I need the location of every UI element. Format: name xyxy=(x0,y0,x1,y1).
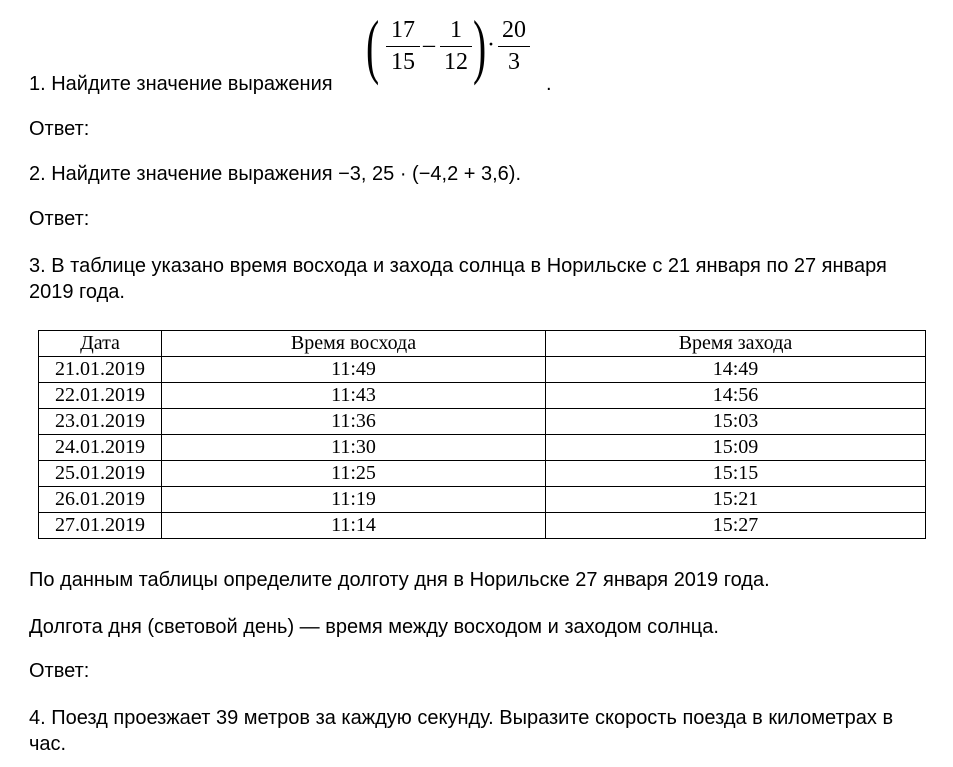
table-row xyxy=(39,513,926,539)
fraction-denominator: 15 xyxy=(391,49,415,75)
cell-date: 27.01.2019 xyxy=(39,513,162,539)
header-sunrise: Время восхода xyxy=(162,331,546,357)
task-1-text: 1. Найдите значение выражения xyxy=(29,73,333,95)
table-row xyxy=(39,461,926,487)
cell-sunrise: 11:43 xyxy=(162,383,546,409)
fraction-numerator: 17 xyxy=(391,17,415,43)
task-3-answer-label: Ответ: xyxy=(29,660,90,682)
fraction-numerator: 1 xyxy=(450,17,462,43)
cell-sunset: 15:03 xyxy=(546,409,926,435)
cell-date: 25.01.2019 xyxy=(39,461,162,487)
minus-sign: – xyxy=(423,32,435,58)
table-row xyxy=(39,357,926,383)
cell-sunset: 14:56 xyxy=(546,383,926,409)
left-paren: ( xyxy=(366,6,380,86)
fraction-17-15 xyxy=(386,16,420,76)
cell-sunrise: 11:14 xyxy=(162,513,546,539)
cell-sunrise: 11:25 xyxy=(162,461,546,487)
table-row xyxy=(39,409,926,435)
cell-sunset: 15:15 xyxy=(546,461,926,487)
fraction-denominator: 12 xyxy=(444,49,468,75)
cell-sunset: 15:09 xyxy=(546,435,926,461)
task-1-answer-label: Ответ: xyxy=(29,118,90,140)
cell-sunrise: 11:30 xyxy=(162,435,546,461)
fraction-numerator: 20 xyxy=(502,17,526,43)
multiply-dot: · xyxy=(487,32,495,58)
task-2-answer-label: Ответ: xyxy=(29,208,90,230)
fraction-20-3 xyxy=(498,16,530,76)
task-3-question: По данным таблицы определите долготу дня в Норильске 27 января 2019 года. xyxy=(29,569,770,591)
table-header-row xyxy=(39,331,926,357)
table-row xyxy=(39,383,926,409)
task-4-text: 4. Поезд проезжает 39 метров за каждую секунду. Выразите скорость поезда в километрах в час. xyxy=(29,707,894,755)
cell-sunrise: 11:49 xyxy=(162,357,546,383)
cell-sunrise: 11:19 xyxy=(162,487,546,513)
fraction-1-12 xyxy=(440,16,472,76)
table-row xyxy=(39,435,926,461)
task-1-formula xyxy=(366,6,546,92)
cell-date: 23.01.2019 xyxy=(39,409,162,435)
cell-date: 21.01.2019 xyxy=(39,357,162,383)
cell-sunset: 14:49 xyxy=(546,357,926,383)
cell-date: 22.01.2019 xyxy=(39,383,162,409)
table-row xyxy=(39,487,926,513)
right-paren: ) xyxy=(473,6,487,86)
task-3-text: 3. В таблице указано время восхода и захода солнца в Норильске с 21 января по 27 января 2019 года. xyxy=(29,255,887,303)
header-sunset: Время захода xyxy=(546,331,926,357)
task-1-period: . xyxy=(546,73,552,95)
cell-date: 26.01.2019 xyxy=(39,487,162,513)
task-3-definition: Долгота дня (световой день) — время между восходом и заходом солнца. xyxy=(29,616,719,638)
sunrise-sunset-table xyxy=(38,330,926,539)
cell-sunset: 15:27 xyxy=(546,513,926,539)
cell-sunset: 15:21 xyxy=(546,487,926,513)
fraction-denominator: 3 xyxy=(508,49,520,75)
header-date: Дата xyxy=(39,331,162,357)
cell-date: 24.01.2019 xyxy=(39,435,162,461)
task-2-text: 2. Найдите значение выражения −3, 25 · (−4,2 + 3,6). xyxy=(29,163,522,185)
cell-sunrise: 11:36 xyxy=(162,409,546,435)
